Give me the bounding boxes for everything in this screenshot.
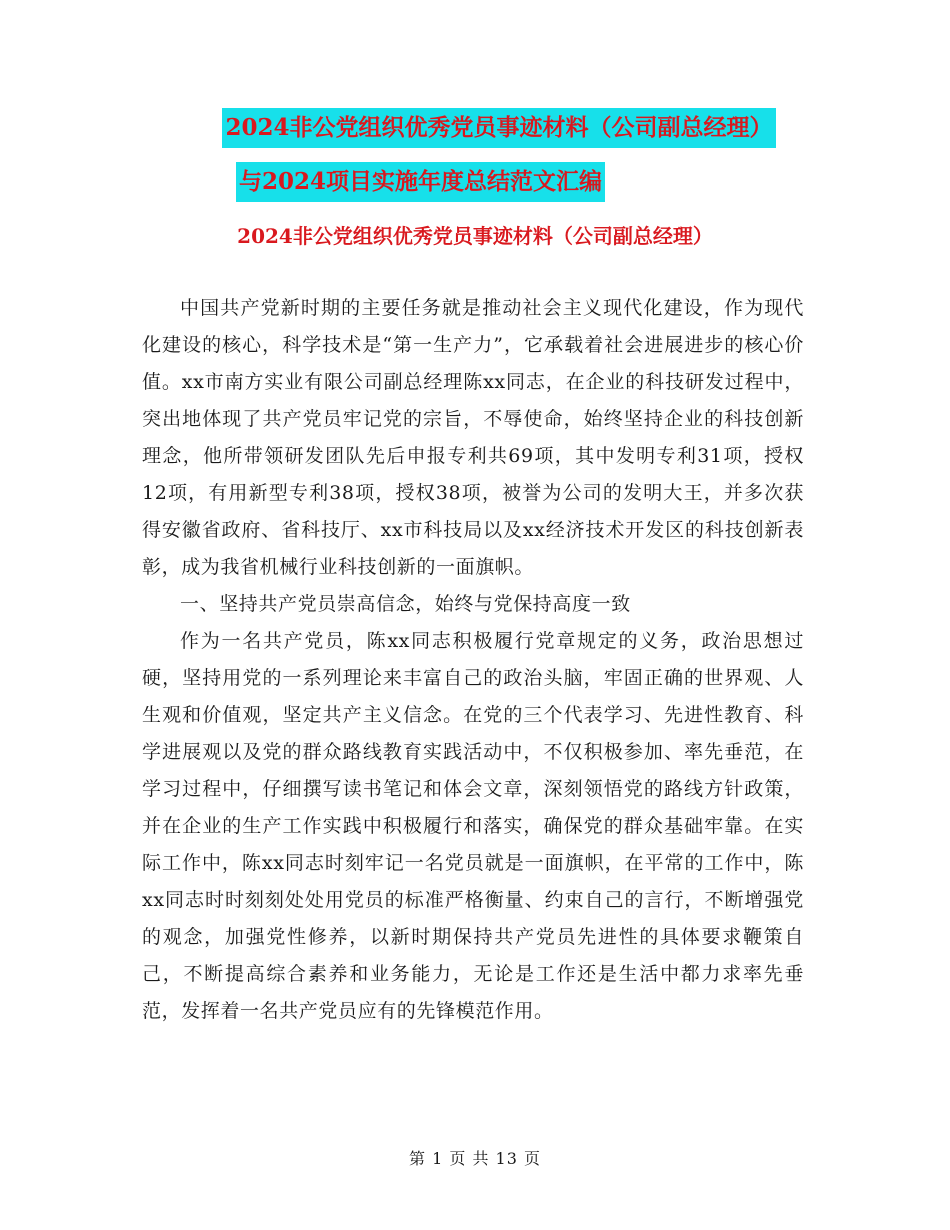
document-title: [0, 108, 950, 202]
document-body: [142, 290, 804, 1030]
page-footer: 第 1 页 共 13 页: [409, 1149, 541, 1168]
section-title: 2024非公党组织优秀党员事迹材料（公司副总经理）: [237, 224, 713, 248]
paragraph-intro: 中国共产党新时期的主要任务就是推动社会主义现代化建设，作为现代化建设的核心，科学技术是“第一生产力”，它承载着社会进展进步的核心价值。xx市南方实业有限公司副总经理陈xx同志，在企业的科技研发过程中，突出地体现了共产党员牢记党的宗旨，不辱使命，始终坚持企业的科技创新理念，他所带领研发团队先后申报专利共69项，其中发明专利31项，授权12项，有用新型专利38项，授权38项，被誉为公司的发明大王，并多次获得安徽省政府、省科技厅、xx市科技局以及xx经济技术开发区的科技创新表彰，成为我省机械行业科技创新的一面旗帜。: [142, 297, 804, 578]
title-line-2: 与2024项目实施年度总结范文汇编: [236, 162, 605, 202]
title-line-1: 2024非公党组织优秀党员事迹材料（公司副总经理）: [222, 108, 775, 148]
paragraph-section-1: 作为一名共产党员，陈xx同志积极履行党章规定的义务，政治思想过硬，坚持用党的一系列理论来丰富自己的政治头脑，牢固正确的世界观、人生观和价值观，坚定共产主义信念。在党的三个代表学习、先进性教育、科学进展观以及党的群众路线教育实践活动中，不仅积极参加、率先垂范，在学习过程中，仔细撰写读书笔记和体会文章，深刻领悟党的路线方针政策，并在企业的生产工作实践中积极履行和落实，确保党的群众基础牢靠。在实际工作中，陈xx同志时刻牢记一名党员就是一面旗帜，在平常的工作中，陈xx同志时时刻刻处处用党员的标准严格衡量、约束自己的言行，不断增强党的观念，加强党性修养，以新时期保持共产党员先进性的具体要求鞭策自己，不断提高综合素养和业务能力，无论是工作还是生活中都力求率先垂范，发挥着一名共产党员应有的先锋模范作用。: [142, 630, 804, 1022]
section-heading-1: 一、坚持共产党员崇高信念，始终与党保持高度一致: [180, 593, 631, 615]
